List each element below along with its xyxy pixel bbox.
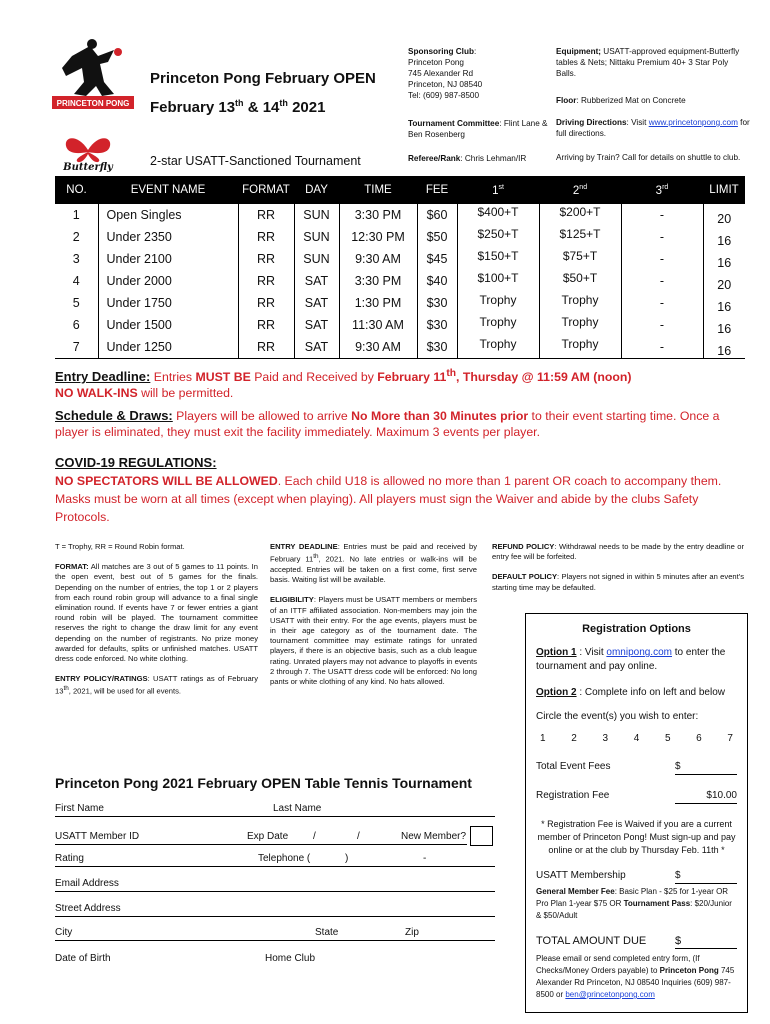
- event-number-option[interactable]: 2: [571, 733, 577, 744]
- table-cell: Trophy: [457, 314, 539, 336]
- table-cell: Trophy: [457, 292, 539, 314]
- membership-plans: General Member Fee: Basic Plan - $25 for 1-year OR Pro Plan 1-year $75 OR Tournament Pass: $20/Junior & $50/Adult: [536, 887, 732, 920]
- table-cell: 11:30 AM: [339, 314, 417, 336]
- table-cell: $250+T: [457, 226, 539, 248]
- table-cell: $60: [417, 204, 457, 226]
- rules-column-2: ENTRY DEADLINE: Entries must be paid and received by February 11th, 2021. No late entries or walk-ins will be accepted. Entries will be taken on a first come, first serve basis. Waiting list will be available. ELIGIBILITY: Players must be USATT members or members of an ITTF affiliated association. Non-members may join the USATT with their entry. For the age events, players must be in their age category as of the tournament date. The tournament committee may estimate ratings for unrated players, if there is an objective basis, such as a club league rating. Unrated players may not advance to playoffs in events 2 through 7. The USATT dress code will be enforced: No long pants or white clothing of any kind. No hats allowed.: [270, 542, 477, 686]
- event-number-option[interactable]: 1: [540, 733, 546, 744]
- event-number-option[interactable]: 6: [696, 733, 702, 744]
- table-cell: -: [621, 204, 703, 226]
- table-cell: 3: [72, 252, 80, 266]
- table-cell: $30: [417, 292, 457, 314]
- table-cell: -: [621, 270, 703, 292]
- table-cell: $200+T: [539, 204, 621, 226]
- option-2: Option 2 : Complete info on left and below: [536, 687, 725, 698]
- table-cell: $125+T: [539, 226, 621, 248]
- table-cell: 16: [703, 336, 745, 358]
- committee-info: Tournament Committee: Flint Lane & Ben Rosenberg: [408, 119, 548, 139]
- table-cell: RR: [238, 226, 294, 248]
- sanction-text: 2-star USATT-Sanctioned Tournament: [150, 154, 361, 168]
- train-info: Arriving by Train? Call for details on shuttle to club.: [556, 153, 741, 162]
- table-cell: Open Singles: [98, 204, 238, 226]
- table-cell: $40: [417, 270, 457, 292]
- column-header: DAY: [294, 176, 339, 204]
- registration-options-box: [525, 613, 748, 1013]
- driving-directions: Driving Directions: Visit www.princetonpong.com for full directions.: [556, 118, 750, 138]
- table-cell: 7: [72, 339, 80, 354]
- table-cell: 1: [72, 208, 80, 222]
- butterfly-text: Butterfly: [63, 162, 113, 172]
- table-cell: RR: [238, 248, 294, 270]
- referee-info: Referee/Rank: Chris Lehman/IR: [408, 154, 527, 163]
- table-cell: Trophy: [539, 292, 621, 314]
- table-cell: RR: [238, 292, 294, 314]
- table-cell: RR: [238, 270, 294, 292]
- registration-title: Registration Options: [582, 623, 691, 635]
- column-header: 1st: [457, 176, 539, 204]
- equipment-info: Equipment; USATT-approved equipment-Butterfly tables & Nets; Nittaku Premium 40+ 3 Star Poly Balls.: [556, 47, 740, 78]
- table-cell: SAT: [294, 270, 339, 292]
- table-cell: 16: [703, 314, 745, 336]
- entry-deadline-notice: Entry Deadline: Entries MUST BE Paid and Received by February 11th, Thursday @ 11:59 AM (noon) NO WALK-INS will be permitted.: [55, 368, 632, 401]
- butterfly-logo: [58, 132, 118, 172]
- omnipong-link[interactable]: omnipong.com: [606, 647, 672, 658]
- member-id-row[interactable]: USATT Member ID Exp Date / / New Member?: [55, 826, 467, 845]
- table-cell: 12:30 PM: [339, 226, 417, 248]
- table-cell: $45: [417, 248, 457, 270]
- logo-text: PRINCETON PONG: [56, 99, 130, 108]
- table-row: [55, 270, 745, 292]
- dob-row[interactable]: Date of Birth Home Club: [55, 953, 316, 964]
- total-due-field[interactable]: $: [675, 934, 737, 949]
- table-cell: $30: [417, 314, 457, 336]
- circle-instructions: Circle the event(s) you wish to enter:: [536, 711, 699, 722]
- table-cell: Under 1250: [98, 336, 238, 358]
- table-cell: 4: [72, 274, 80, 288]
- table-cell: SAT: [294, 336, 339, 358]
- total-event-fees-field[interactable]: $: [675, 760, 737, 775]
- table-cell: 3:30 PM: [339, 270, 417, 292]
- events-table: [55, 176, 745, 359]
- membership-row: USATT Membership $: [536, 869, 737, 884]
- table-cell: RR: [238, 204, 294, 226]
- table-cell: Trophy: [539, 336, 621, 358]
- column-header: 3rd: [621, 176, 703, 204]
- table-cell: Under 2350: [98, 226, 238, 248]
- table-cell: 9:30 AM: [339, 336, 417, 358]
- table-cell: 16: [703, 248, 745, 270]
- table-cell: $30: [417, 336, 457, 358]
- table-cell: SUN: [294, 226, 339, 248]
- event-number-option[interactable]: 3: [602, 733, 609, 744]
- covid-notice: COVID-19 REGULATIONS: NO SPECTATORS WILL BE ALLOWED. Each child U18 is allowed no more than 1 parent OR coach to accompany them. Masks must be worn at all times (except when playing). All players must sign the Waiver and abide by the clubs Safety Protocols.: [55, 455, 722, 524]
- table-cell: RR: [238, 336, 294, 358]
- table-cell: Trophy: [539, 314, 621, 336]
- sponsor-info: Sponsoring Club: Princeton Pong 745 Alexander Rd Princeton, NJ 08540 Tel: (609) 987-8500: [408, 47, 483, 100]
- event-number-option[interactable]: 5: [664, 733, 671, 744]
- total-due-row: TOTAL AMOUNT DUE $: [536, 934, 737, 949]
- table-cell: 1:30 PM: [339, 292, 417, 314]
- fee-waiver-note: * Registration Fee is Waived if you are a current member of Princeton Pong! Must sign-up and pay online or at the club by Thursday Feb. 11th *: [537, 819, 736, 855]
- table-cell: 16: [703, 226, 745, 248]
- table-cell: SUN: [294, 248, 339, 270]
- column-header: EVENT NAME: [98, 176, 238, 204]
- rating-phone-row[interactable]: Rating Telephone ( ) -: [55, 850, 495, 867]
- event-number-option[interactable]: 4: [633, 733, 640, 744]
- total-event-fees-row: Total Event Fees $: [536, 760, 737, 775]
- table-cell: 6: [72, 318, 80, 332]
- table-cell: 5: [72, 296, 80, 310]
- princeton-pong-logo: [52, 38, 134, 114]
- table-cell: $400+T: [457, 204, 539, 226]
- table-cell: $50: [417, 226, 457, 248]
- table-cell: $75+T: [539, 248, 621, 270]
- column-header: 2nd: [539, 176, 621, 204]
- name-row[interactable]: First Name Last Name: [55, 800, 495, 817]
- table-row: [55, 204, 745, 226]
- registration-fee-row: Registration Fee $10.00: [536, 789, 737, 804]
- rules-column-1: T = Trophy, RR = Round Robin format. FORMAT: All matches are 3 out of 5 games to 11 points. In the open event, best out of 5 games for the finals. Depending on the number of entries, the top 1 or 2 players from each round robin group will advance to a final single elimination round. If events have 7 or fewer entries a giant round robin will be played. The tournament committee reserves the right to change the draw limit for any event depending on the number of registrants. No prize money awarded for defaults, splits or unfinished matches. USATT dress code enforced. No white clothing. ENTRY POLICY/RATINGS: USATT ratings as of February 13th, 2021, will be used for all events.: [55, 542, 258, 696]
- street-row[interactable]: Street Address: [55, 900, 495, 917]
- city-row[interactable]: City State Zip: [55, 924, 495, 941]
- schedule-notice: Schedule & Draws: Players will be allowed to arrive No More than 30 Minutes prior to their event starting time. Once a player is eliminated, they must exit the facility immediately. Maximum 3 events per player.: [55, 408, 720, 439]
- column-header: LIMIT: [703, 176, 745, 204]
- table-cell: -: [621, 292, 703, 314]
- table-cell: -: [621, 336, 703, 358]
- entry-form-title: Princeton Pong 2021 February OPEN Table Tennis Tournament: [55, 775, 472, 791]
- table-cell: 2: [72, 230, 80, 244]
- table-cell: RR: [238, 314, 294, 336]
- table-cell: $50+T: [539, 270, 621, 292]
- table-row: [55, 248, 745, 270]
- event-number-option[interactable]: 7: [727, 733, 733, 744]
- floor-info: Floor: Rubberized Mat on Concrete: [556, 96, 686, 105]
- table-cell: -: [621, 226, 703, 248]
- tournament-title: Princeton Pong February OPEN: [150, 70, 376, 87]
- table-cell: Trophy: [457, 336, 539, 358]
- table-cell: -: [621, 314, 703, 336]
- table-cell: Under 1750: [98, 292, 238, 314]
- table-cell: 9:30 AM: [339, 248, 417, 270]
- email-row[interactable]: Email Address: [55, 875, 495, 892]
- table-cell: Under 2100: [98, 248, 238, 270]
- table-cell: SUN: [294, 204, 339, 226]
- website-link[interactable]: www.princetonpong.com: [648, 118, 738, 127]
- table-cell: Under 2000: [98, 270, 238, 292]
- table-cell: -: [621, 248, 703, 270]
- table-cell: SAT: [294, 292, 339, 314]
- column-header: FORMAT: [238, 176, 294, 204]
- table-header-row: [55, 176, 745, 204]
- table-row: [55, 226, 745, 248]
- new-member-checkbox[interactable]: [470, 826, 493, 846]
- table-row: [55, 314, 745, 336]
- email-link[interactable]: ben@princetonpong.com: [565, 990, 655, 999]
- table-cell: 16: [703, 292, 745, 314]
- table-cell: SAT: [294, 314, 339, 336]
- table-cell: 20: [703, 204, 745, 226]
- event-number-selector: [536, 732, 737, 746]
- rules-column-3: REFUND POLICY: Withdrawal needs to be made by the entry deadline or entry fee will be forfeited. DEFAULT POLICY: Players not signed in within 5 minutes after an event's starting time may be defaulted.: [492, 542, 744, 592]
- column-header: TIME: [339, 176, 417, 204]
- table-cell: $100+T: [457, 270, 539, 292]
- option-1: Option 1 : Visit omnipong.com to enter the tournament and pay online.: [536, 647, 726, 672]
- table-row: [55, 292, 745, 314]
- table-cell: 20: [703, 270, 745, 292]
- mailing-instructions: Please email or send completed entry form, (If Checks/Money Orders payable) to Princeton Pong 745 Alexander Rd Princeton, NJ 08540 Inquiries (609) 987-8500 or ben@princetonpong.com: [536, 954, 735, 999]
- membership-field[interactable]: $: [675, 869, 737, 884]
- tournament-dates: February 13th & 14th 2021: [150, 98, 326, 116]
- table-row: [55, 336, 745, 358]
- table-cell: $150+T: [457, 248, 539, 270]
- table-cell: 3:30 PM: [339, 204, 417, 226]
- column-header: NO.: [55, 176, 98, 204]
- column-header: FEE: [417, 176, 457, 204]
- table-cell: Under 1500: [98, 314, 238, 336]
